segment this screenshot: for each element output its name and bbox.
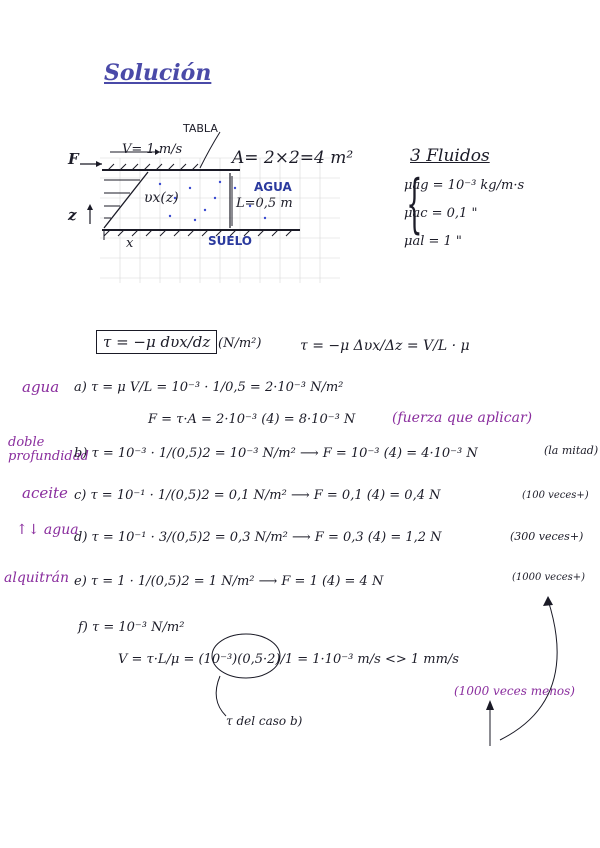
x-label: x <box>126 236 134 251</box>
item-f-line2: V = τ·L/μ = (10⁻³)(0,5·2)/1 = 1·10⁻³ m/s <> 1 mm/s <box>118 652 459 667</box>
velocity-profile-label: υx(z) <box>144 190 179 206</box>
height-label: L=0,5 m <box>236 196 293 211</box>
item-b-line: b) τ = 10⁻³ · 1/(0,5)2 = 10⁻³ N/m² ⟶ F = 10⁻³ (4) = 4·10⁻³ N <box>74 446 478 461</box>
label-aceite: aceite <box>22 484 68 502</box>
tabla-label: TABLA <box>183 122 218 135</box>
item-e-line: e) τ = 1 · 1/(0,5)2 = 1 N/m² ⟶ F = 1 (4) = 4 N <box>74 574 384 589</box>
velocity-label: V= 1 m/s <box>122 142 183 157</box>
item-a-line1: a) τ = μ V/L = 10⁻³ · 1/0,5 = 2·10⁻³ N/m² <box>74 380 344 395</box>
item-d-note: (300 veces+) <box>510 530 584 543</box>
item-f-line1: f) τ = 10⁻³ N/m² <box>78 620 185 635</box>
formula-second: τ = −μ Δυx/Δz = V/L · μ <box>300 338 470 354</box>
page-title: Solución <box>104 60 212 86</box>
fluid-row: μac = 0,1 " <box>404 206 478 221</box>
formula-units: (N/m²) <box>218 336 262 351</box>
fluid-row: μag = 10⁻³ kg/m·s <box>404 178 525 193</box>
area-label: A= 2×2=4 m² <box>232 148 354 168</box>
suelo-label: SUELO <box>208 234 253 248</box>
boxed-formula: τ = −μ dυx/dz <box>96 330 217 354</box>
fluid-row: μal = 1 " <box>404 234 462 249</box>
z-label: z <box>68 206 77 224</box>
fluids-brace: { <box>406 167 423 241</box>
item-b-note: (la mitad) <box>544 444 599 457</box>
item-a-note: (fuerza que aplicar) <box>392 410 533 426</box>
force-label: F <box>68 150 79 168</box>
item-f-ref: τ del caso b) <box>226 714 303 728</box>
item-c-note: (100 veces+) <box>522 490 589 501</box>
agua-label: AGUA <box>254 180 292 194</box>
label-agua-updown: ↑↓ agua <box>16 522 79 538</box>
item-e-note: (1000 veces+) <box>512 572 586 583</box>
label-agua: agua <box>22 378 60 396</box>
fluids-heading: 3 Fluidos <box>410 146 490 166</box>
item-c-line: c) τ = 10⁻¹ · 1/(0,5)2 = 0,1 N/m² ⟶ F = 0,1 (4) = 0,4 N <box>74 488 441 503</box>
circle-annotation <box>212 634 280 678</box>
item-a-line2: F = τ·A = 2·10⁻³ (4) = 8·10⁻³ N <box>148 412 356 427</box>
item-d-line: d) τ = 10⁻¹ · 3/(0,5)2 = 0,3 N/m² ⟶ F = 0,3 (4) = 1,2 N <box>74 530 442 545</box>
label-alquitran: alquitrán <box>4 570 69 586</box>
curved-arrow <box>500 600 557 740</box>
item-f-note: (1000 veces menos) <box>454 684 575 698</box>
label-doble-profundidad: doble profundidad <box>8 435 89 465</box>
